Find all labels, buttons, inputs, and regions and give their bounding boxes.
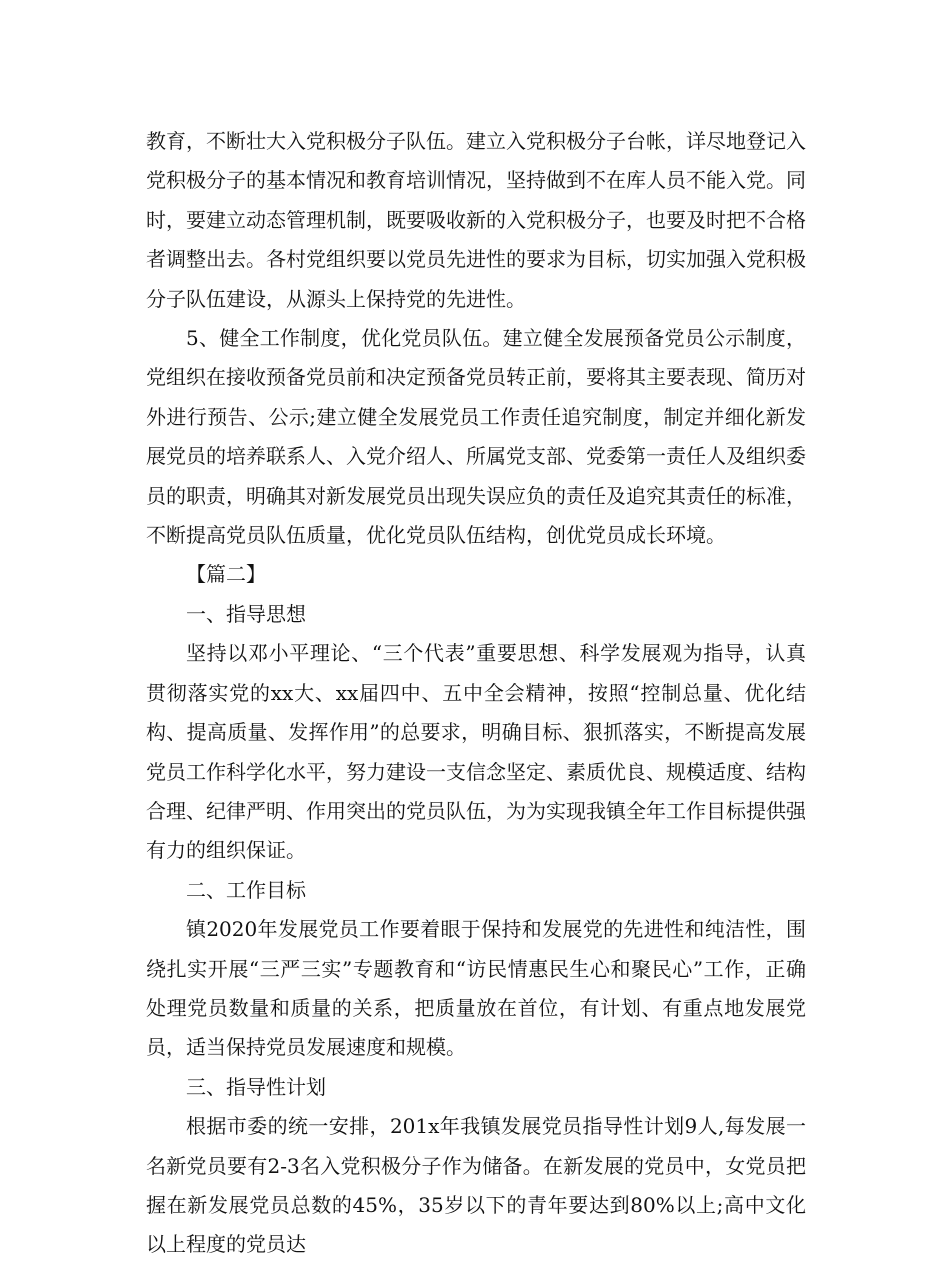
heading-work-goals: 二、工作目标 [186,877,306,902]
heading-guiding-plan: 三、指导性计划 [186,1074,326,1099]
work-goals-paragraph: 镇2020年发展党员工作要着眼于保持和发展党的先进性和纯洁性，围绕扎实开展“三严三实”专题教育和“访民情惠民生心和聚民心”工作，正确处理党员数量和质量的关系，把质量放在首位，有计划、有重点地发展党员，适当保持党员发展速度和规模。 [146,917,806,1060]
body-paragraph: 教育，不断壮大入党积极分子队伍。建立入党积极分子台帐，详尽地登记入党积极分子的基本情况和教育培训情况，坚持做到不在库人员不能入党。同时，要建立动态管理机制，既要吸收新的入党积极分子，也要及时把不合格者调整出去。各村党组织要以党员先进性的要求为目标，切实加强入党积极分子队伍建设，从源头上保持党的先进性。 [146,129,806,311]
document-body [146,122,806,1265]
part-two-heading: 【篇二】 [186,562,266,587]
heading-guiding-ideology: 一、指导思想 [186,601,306,626]
guiding-ideology-paragraph: 坚持以邓小平理论、“三个代表”重要思想、科学发展观为指导，认真贯彻落实党的xx大、xx届四中、五中全会精神，按照“控制总量、优化结构、提高质量、发挥作用”的总要求，明确目标、狠抓落实，不断提高发展党员工作科学化水平，努力建设一支信念坚定、素质优良、规模适度、结构合理、纪律严明、作用突出的党员队伍，为为实现我镇全年工作目标提供强有力的组织保证。 [146,641,806,863]
guiding-plan-paragraph: 根据市委的统一安排，201x年我镇发展党员指导性计划9人,每发展一名新党员要有2-3名入党积极分子作为储备。在新发展的党员中，女党员把握在新发展党员总数的45%，35岁以下的青年要达到80%以上;高中文化以上程度的党员达 [146,1114,806,1257]
section-5-paragraph: 5、健全工作制度，优化党员队伍。建立健全发展预备党员公示制度，党组织在接收预备党员前和决定预备党员转正前，要将其主要表现、简历对外进行预告、公示;建立健全发展党员工作责任追究制度，制定并细化新发展党员的培养联系人、入党介绍人、所属党支部、党委第一责任人及组织委员的职责，明确其对新发展党员出现失误应负的责任及追究其责任的标准，不断提高党员队伍质量，优化党员队伍结构，创优党员成长环境。 [146,326,806,548]
